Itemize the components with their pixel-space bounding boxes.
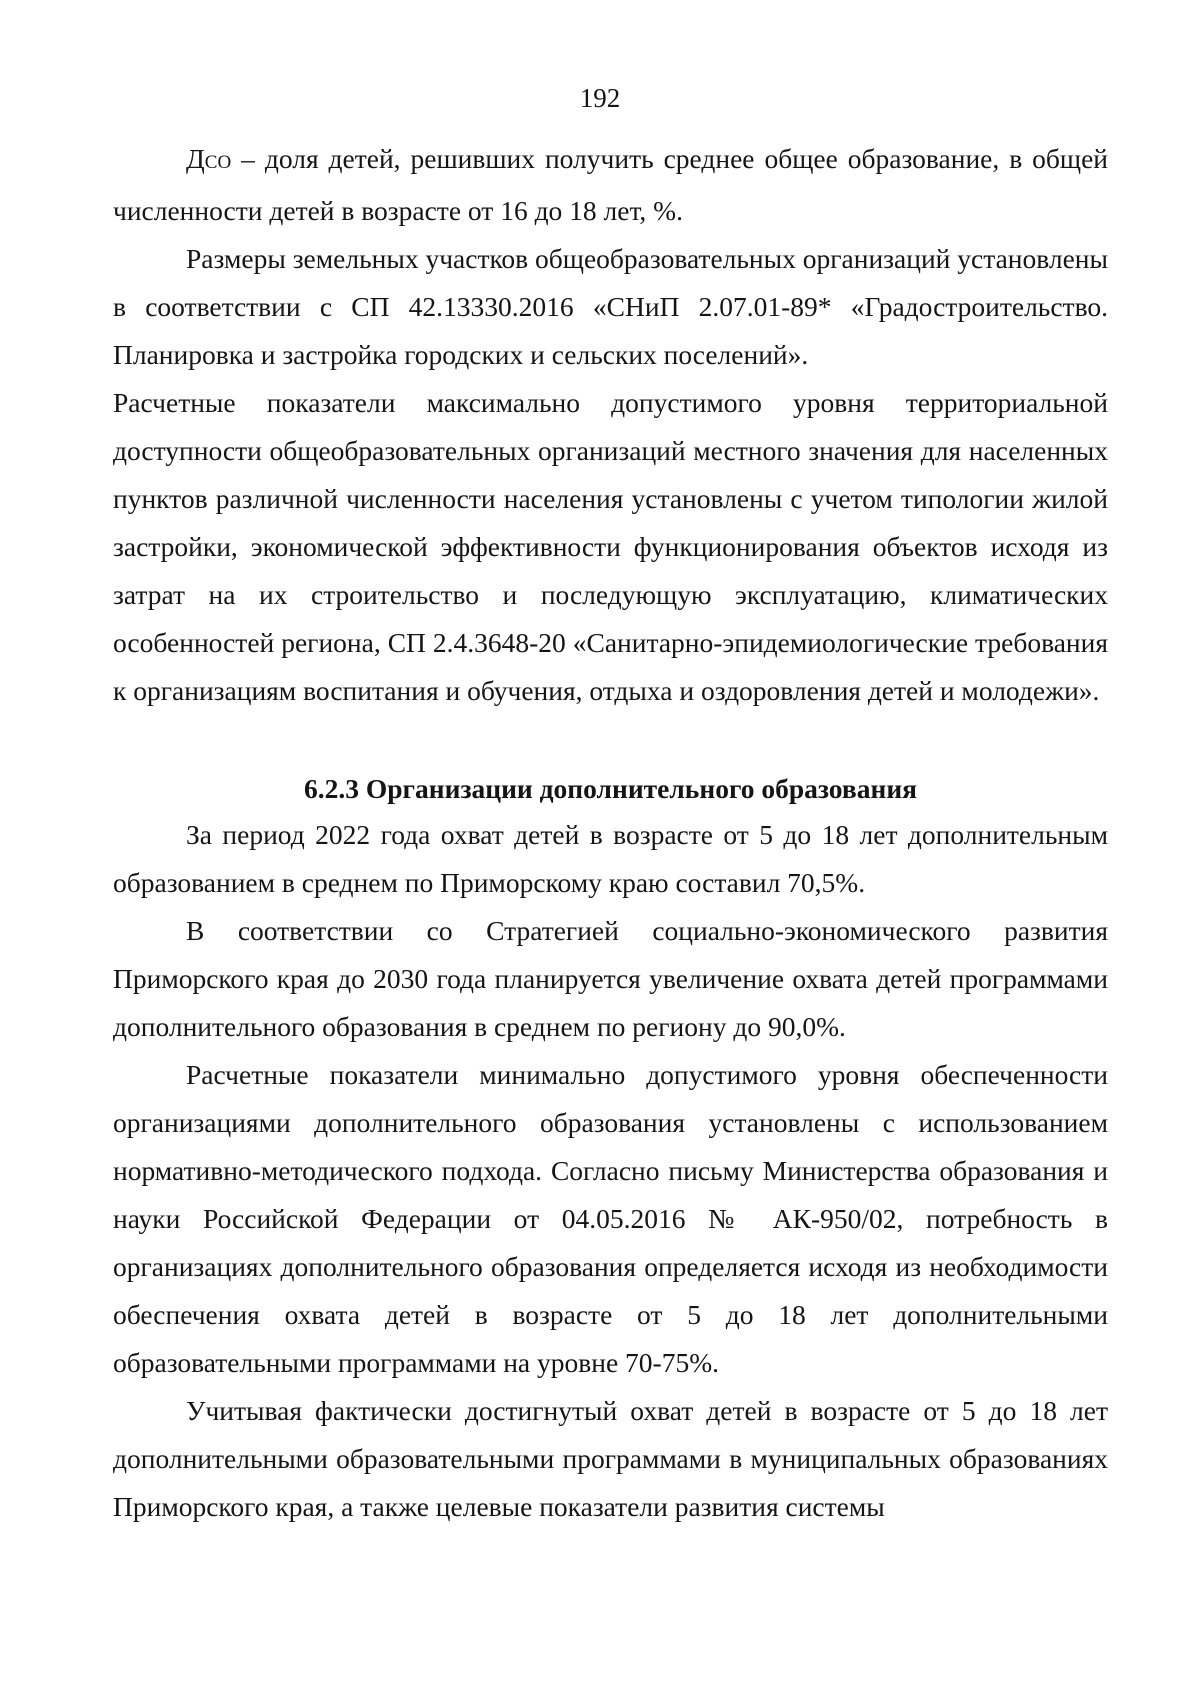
paragraph-provision-indicators: Расчетные показатели минимально допустимого уровня обеспеченности организациями дополнительного образования установлены с использованием нормативно-методического подхода. Согласно письму Министерства образования и науки Российской Федерации от 04.05.2016 № АК-950/02, потребность в организациях дополнительного образования определяется исходя из необходимости обеспечения охвата детей в возрасте от 5 до 18 лет дополнительными образовательными программами на уровне 70-75%. [113, 1059, 1108, 1378]
paragraph-territorial-accessibility: Расчетные показатели максимально допустимого уровня территориальной доступности общеобразовательных организаций местного значения для населенных пунктов различной численности населения установлены с учетом типологии жилой застройки, экономической эффективности функционирования объектов исходя из затрат на их строительство и последующую эксплуатацию, климатических особенностей региона, СП 2.4.3648-20 «Санитарно-эпидемиологические требования к организациям воспитания и обучения, отдыха и оздоровления детей и молодежи». [113, 387, 1108, 706]
dso-symbol-subscript: СО [204, 152, 232, 173]
dso-definition-text: – доля детей, решивших получить среднее общее образование, в общей численности детей в возрасте от 16 до 18 лет, %. [113, 143, 1108, 226]
paragraph-actual-coverage: Учитывая фактически достигнутый охват детей в возрасте от 5 до 18 лет дополнительными образовательными программами в муниципальных образованиях Приморского края, а также целевые показатели развития системы [113, 1395, 1108, 1522]
paragraph-coverage-2022: За период 2022 года охват детей в возрасте от 5 до 18 лет дополнительным образованием в среднем по Приморскому краю составил 70,5%. [113, 819, 1108, 898]
paragraph-strategy-2030: В соответствии со Стратегией социально-экономического развития Приморского края до 2030 года планируется увеличение охвата детей программами дополнительного образования в среднем по региону до 90,0%. [113, 915, 1108, 1042]
paragraph-dso-definition [113, 135, 1108, 235]
section-heading: 6.2.3 Организации дополнительного образования [303, 773, 918, 804]
page-number: 192 [579, 83, 621, 113]
document-body [113, 135, 1108, 1531]
paragraph-land-plot-sizes: Размеры земельных участков общеобразовательных организаций установлены в соответствии с СП 42.13330.2016 «СНиП 2.07.01-89* «Градостроительство. Планировка и застройка городских и сельских поселений». [113, 243, 1108, 370]
dso-symbol: Д [186, 143, 205, 174]
